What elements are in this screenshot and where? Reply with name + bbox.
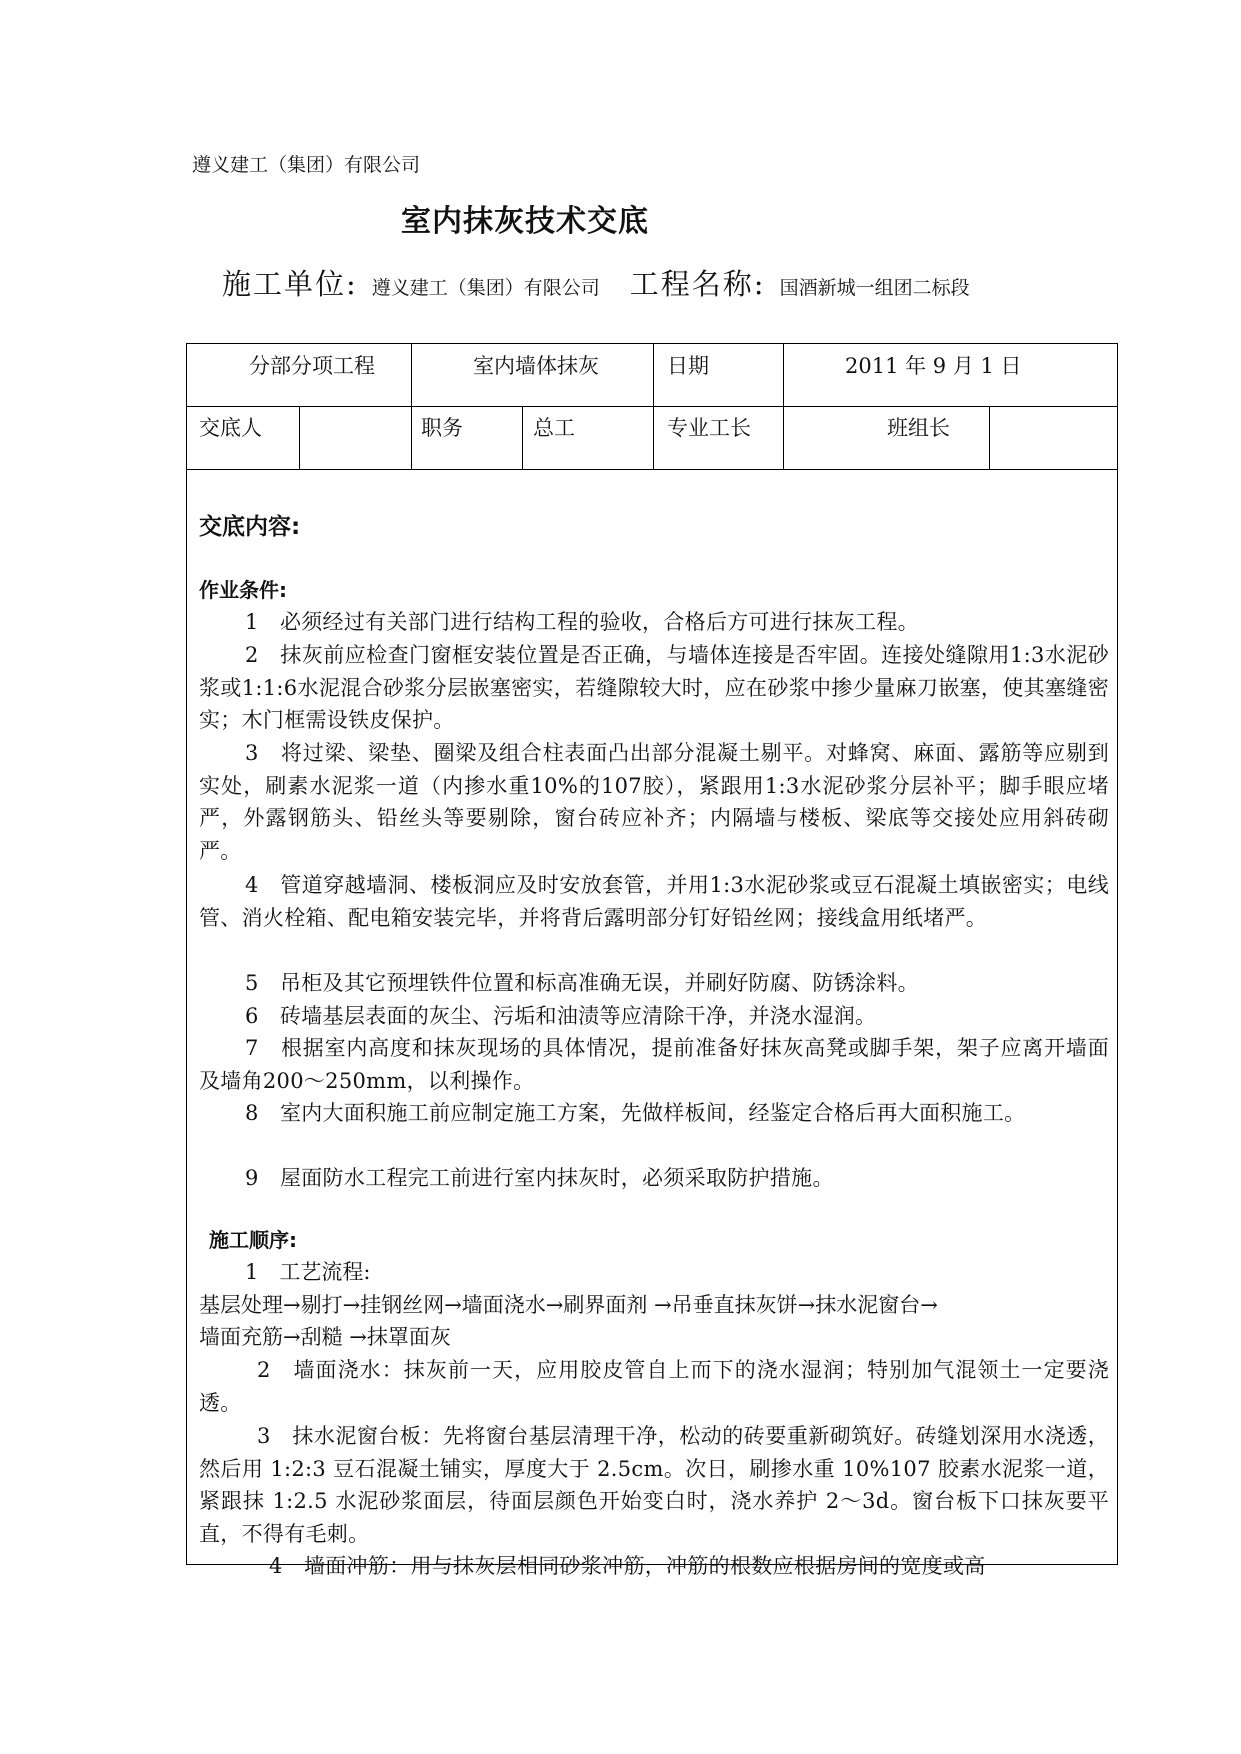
table-divider <box>653 344 654 406</box>
table-divider <box>653 406 654 469</box>
condition-item: 6 砖墙基层表面的灰尘、污垢和油渍等应清除干净，并浇水湿润。 <box>245 1004 877 1028</box>
project-name-value: 国酒新城一组团二标段 <box>779 277 970 299</box>
condition-item: 8 室内大面积施工前应制定施工方案，先做样板间，经鉴定合格后再大面积施工。 <box>245 1101 1026 1125</box>
construction-unit-value: 遵义建工（集团）有限公司 <box>371 277 600 299</box>
project-name-label: 工程名称: <box>629 267 766 301</box>
process-flow-line: 基层处理→剔打→挂钢丝网→墙面浇水→刷界面剂 →吊垂直抹灰饼→抹水泥窗台→ <box>199 1293 938 1317</box>
construction-unit-label: 施工单位: <box>222 267 358 301</box>
condition-item: 1 必须经过有关部门进行结构工程的验收，合格后方可进行抹灰工程。 <box>245 610 919 634</box>
sequence-step-4: 4 墙面冲筋：用与抹灰层相同砂浆冲筋，冲筋的根数应根据房间的宽度或高 <box>269 1554 986 1578</box>
position-label: 职务 <box>421 416 463 440</box>
table-divider <box>299 406 300 469</box>
condition-item: 4 管道穿越墙洞、楼板洞应及时安放套管，并用1:3水泥砂浆或豆石混凝土填嵌密实；电线管、消火栓箱、配电箱安装完毕，并将背后露明部分钉好铅丝网；接线盒用纸堵严。 <box>199 873 1109 930</box>
content-heading: 交底内容: <box>199 514 301 540</box>
process-flow-line: 墙面充筋→刮糙 →抹罩面灰 <box>199 1325 451 1349</box>
sequence-step-1: 1 工艺流程: <box>245 1260 371 1284</box>
subproject-label: 分部分项工程 <box>249 354 375 378</box>
handover-person-label: 交底人 <box>199 416 262 440</box>
condition-item: 7 根据室内高度和抹灰现场的具体情况，提前准备好抹灰高凳或脚手架，架子应离开墙面及墙角200～250mm，以利操作。 <box>199 1036 1109 1093</box>
table-divider <box>783 344 784 469</box>
table-divider <box>989 406 990 469</box>
company-name: 遵义建工（集团）有限公司 <box>192 154 421 176</box>
sequence-step-2: 2 墙面浇水：抹灰前一天，应用胶皮管自上而下的浇水湿润；特别加气混领土一定要浇透。 <box>199 1358 1109 1415</box>
condition-item: 9 屋面防水工程完工前进行室内抹灰时，必须采取防护措施。 <box>245 1166 834 1190</box>
date-value: 2011 年 9 月 1 日 <box>845 354 1022 378</box>
handover-form <box>186 343 1118 1578</box>
table-divider <box>411 344 412 406</box>
position-value: 总工 <box>533 416 575 440</box>
sequence-heading: 施工顺序: <box>209 1228 297 1252</box>
condition-item: 5 吊柜及其它预埋铁件位置和标高准确无误，并刷好防腐、防锈涂料。 <box>245 971 919 995</box>
document-title: 室内抹灰技术交底 <box>401 204 649 239</box>
sequence-step-3: 3 抹水泥窗台板：先将窗台基层清理干净，松动的砖要重新砌筑好。砖缝划深用水浇透，然后用 1:2:3 豆石混凝土铺实，厚度大于 2.5cm。次日，刷掺水重 10%107 胶素水泥浆一道，紧跟抹 1:2.5 水泥砂浆面层，待面层颜色开始变白时，浇水养护 2～3d。窗台板下口抹灰要平直，不得有毛刺。 <box>199 1424 1109 1546</box>
table-divider <box>411 406 412 469</box>
table-divider <box>187 406 1117 407</box>
team-leader-label: 班组长 <box>887 416 950 440</box>
condition-item: 3 将过梁、梁垫、圈梁及组合柱表面凸出部分混凝土剔平。对蜂窝、麻面、露筋等应剔到实处，刷素水泥浆一道（内掺水重10%的107胶），紧跟用1:3水泥砂浆分层补平；脚手眼应堵严，外露钢筋头、铅丝头等要剔除，窗台砖应补齐；内隔墙与楼板、梁底等交接处应用斜砖砌严。 <box>199 741 1109 863</box>
date-label: 日期 <box>667 354 709 378</box>
table-divider <box>187 469 1117 470</box>
subproject-value: 室内墙体抹灰 <box>473 354 599 378</box>
condition-item: 2 抹灰前应检查门窗框安装位置是否正确，与墙体连接是否牢固。连接处缝隙用1:3水泥砂浆或1:1:6水泥混合砂浆分层嵌塞密实，若缝隙较大时，应在砂浆中掺少量麻刀嵌塞，使其塞缝密实；木门框需设铁皮保护。 <box>199 643 1109 732</box>
project-info-line <box>222 262 970 303</box>
table-divider <box>522 406 523 469</box>
foreman-label: 专业工长 <box>667 416 751 440</box>
conditions-heading: 作业条件: <box>199 578 287 602</box>
